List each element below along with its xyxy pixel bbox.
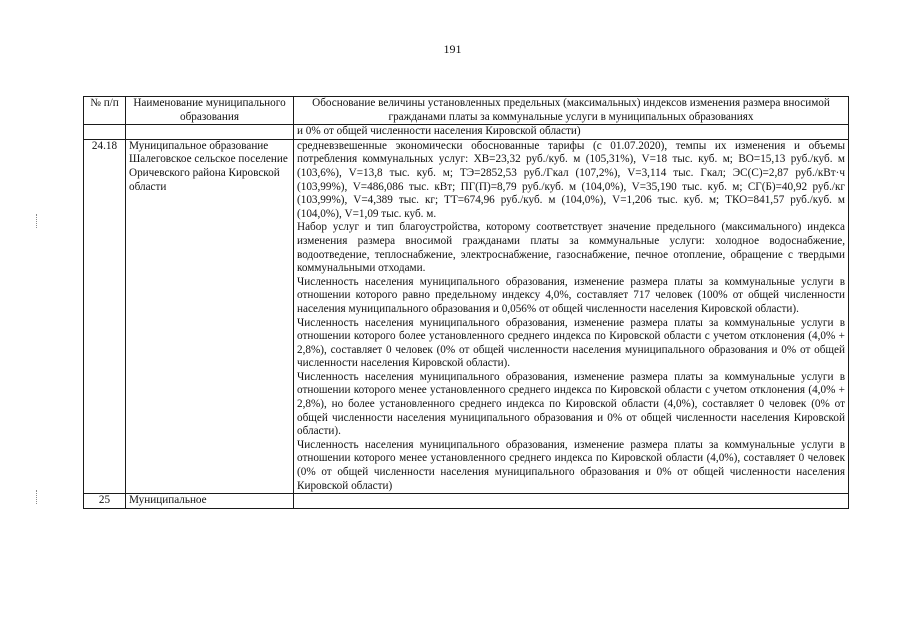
header-num: № п/п [84,97,126,125]
row-number: 25 [84,494,126,509]
table-row-24-18 [84,139,849,493]
cell-empty [84,125,126,140]
cell-empty [294,494,849,509]
tariffs-paragraph: средневзвешенные экономически обоснованные тарифы (с 01.07.2020), темпы их изменения и объемы потребления коммунальных услуг: ХВ=23,32 руб./куб. м (105,31%), V=18 тыс. куб. м; ВО=15,13 руб./куб. м (103,6%), V=13,8 тыс. куб. м; ТЭ=2852,53 руб./Гкал (107,2%), V=3,114 тыс. Гкал; ЭС(С)=2,87 руб./кВт·ч (103,99%), V=486,086 тыс. кВт; ПГ(П)=8,79 руб./куб. м (104,0%), V=35,190 тыс. куб. м; СГ(Б)=40,92 руб./кг (103,99%), V=4,389 тыс. кг; ТТ=674,96 руб./куб. м (104,0%), V=1,206 тыс. куб. м; ТКО=841,57 руб./куб. м (104,0%), V=1,09 тыс. куб. м. [297,139,845,220]
row-number: 24.18 [84,139,126,493]
scan-margin-mark [36,214,38,228]
municipality-name: Муниципальное образование Шалеговское сельское поселение Оричевского района Кировской области [126,139,294,493]
header-justification: Обоснование величины установленных предельных (максимальных) индексов изменения размера вносимой гражданами платы за коммунальные услуги в муниципальных образованиях [294,97,849,125]
continuation-text: и 0% от общей численности населения Кировской области) [294,125,849,140]
services-paragraph: Набор услуг и тип благоустройства, которому соответствует значение предельного (максимального) индекса изменения размера вносимой гражданами платы за коммунальные услуги: холодное водоснабжение, водоотведение, теплоснабжение, электроснабжение, газоснабжение, печное отопление, обращение с твердыми коммунальными отходами. [297,221,845,275]
header-name: Наименование муниципального образования [126,97,294,125]
table-row-25 [84,494,849,509]
justification-cell [294,139,849,493]
scan-margin-mark [36,490,38,504]
page-number: 191 [443,42,462,56]
cell-empty [126,125,294,140]
table-row-continuation [84,125,849,140]
municipality-name: Муниципальное [126,494,294,509]
population-equal-paragraph: Численность населения муниципального образования, изменение размера платы за коммунальные услуги в отношении которого равно предельному индексу 4,0%, составляет 717 человек (100% от общей численности населения муниципального образования и 0,056% от общей численности населения Кировской области). [297,275,845,315]
population-between-paragraph: Численность населения муниципального образования, изменение размера платы за коммунальные услуги в отношении которого менее установленного среднего индекса по Кировской области с учетом отклонения (4,0% + 2,8%), но более установленного среднего индекса по Кировской области (4,0%), составляет 0 человек (0% от общей численности населения муниципального образования и 0% от общей численности населения Кировской области). [297,370,845,438]
population-above-paragraph: Численность населения муниципального образования, изменение размера платы за коммунальные услуги в отношении которого более установленного среднего индекса по Кировской области с учетом отклонения (4,0% + 2,8%), составляет 0 человек (0% от общей численности населения муниципального образования и 0% от общей численности населения Кировской области). [297,316,845,370]
table-header-row [84,97,849,125]
tariff-table [83,96,849,509]
population-below-paragraph: Численность населения муниципального образования, изменение размера платы за коммунальные услуги в отношении которого менее установленного среднего индекса по Кировской области (4,0%), составляет 0 человек (0% от общей численности населения муниципального образования и 0% от общей численности населения Кировской области) [297,438,845,492]
